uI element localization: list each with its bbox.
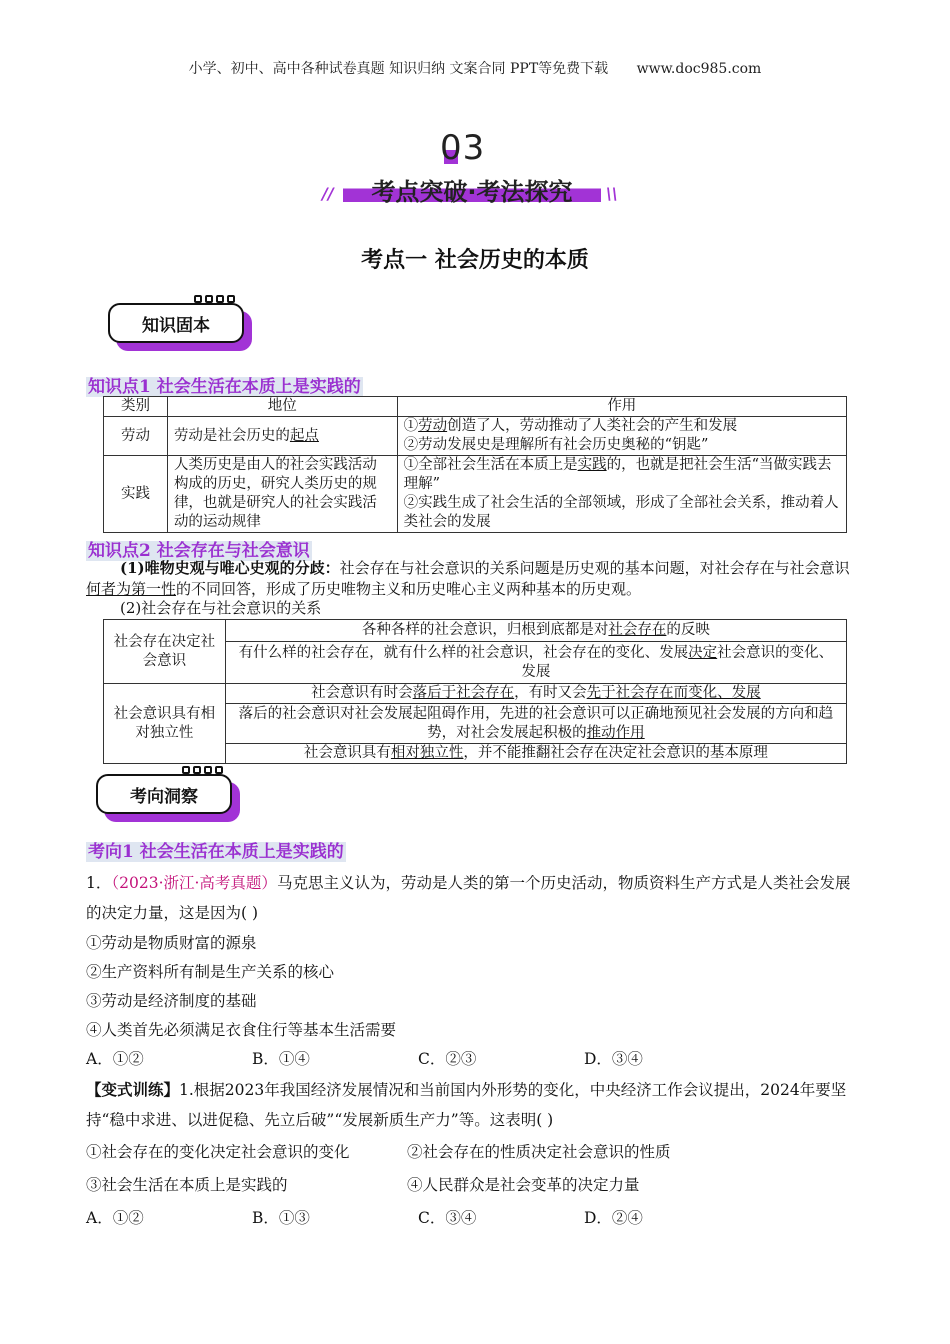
tag-box — [96, 774, 232, 814]
q1-choice-d[interactable]: D．③④ — [584, 1050, 643, 1068]
q2-option-2: ②社会存在的性质决定社会意识的性质 — [407, 1143, 671, 1161]
tag-label: 考向洞察 — [130, 786, 198, 807]
q1-option-1: ①劳动是物质财富的源泉 — [86, 934, 257, 952]
header-text: 小学、初中、高中各种试卷真题 知识归纳 文案合同 PPT等免费下载 — [188, 61, 609, 77]
kp2-table — [103, 619, 847, 764]
row2-role: ①全部社会生活在本质上是实践的，也就是把社会生活“当做实践去理解” ②实践生成了社会生活的全部领域，形成了全部社会关系，推动着人类社会的发展 — [397, 456, 846, 533]
kaodian-title: 考点一 社会历史的本质 — [361, 248, 589, 273]
q1-option-2: ②生产资料所有制是生产关系的核心 — [86, 963, 335, 981]
table-row — [104, 684, 847, 704]
col-pos: 地位 — [167, 397, 397, 417]
header-site: www.doc985.com — [636, 61, 762, 77]
page-header — [0, 58, 950, 78]
col-type: 类别 — [104, 397, 168, 417]
q2-stem: 【变式训练】1.根据2023年我国经济发展情况和当前国内外形势的变化，中央经济工作会议提出，2024年要坚持“稳中求进、以进促稳、先立后破”“发展新质生产力”等。这表明( ) — [86, 1080, 847, 1129]
q1-choice-b[interactable]: B．①④ — [252, 1050, 310, 1068]
table-row — [104, 397, 847, 417]
row1-label: 社会存在决定社会意识 — [104, 620, 226, 684]
q1-option-3: ③劳动是经济制度的基础 — [86, 992, 257, 1010]
banner-number: 03 — [440, 128, 486, 168]
q2-choice-d[interactable]: D．②④ — [584, 1209, 643, 1227]
row1-role: ①劳动创造了人，劳动推动了人类社会的产生和发展 ②劳动发展史是理解所有社会历史奥秘的“钥匙” — [397, 417, 846, 456]
row2-c: 社会意识具有相对独立性，并不能推翻社会存在决定社会意识的基本原理 — [225, 744, 846, 764]
kp1-heading: 知识点1 社会生活在本质上是实践的 — [88, 377, 361, 397]
row2-a: 社会意识有时会落后于社会存在，有时又会先于社会存在而变化、发展 — [225, 684, 846, 704]
q1-choice-c[interactable]: C．②③ — [418, 1050, 477, 1068]
row2-label: 社会意识具有相对独立性 — [104, 684, 226, 764]
row2-pos: 人类历史是由人的社会实践活动构成的历史，研究人类历史的规律，也就是研究人的社会实践活动的运动规律 — [167, 456, 397, 533]
q2-choice-a[interactable]: A．①② — [86, 1209, 144, 1227]
banner-slash-right: \\ — [606, 184, 618, 203]
row1-type: 劳动 — [104, 417, 168, 456]
banner-title: 考点突破·考法探究 — [371, 178, 573, 206]
tag-dots — [182, 766, 228, 774]
q2-choice-b[interactable]: B．①③ — [252, 1209, 310, 1227]
row1-pos: 劳动是社会历史的起点 — [167, 417, 397, 456]
kp2-heading: 知识点2 社会存在与社会意识 — [88, 541, 310, 561]
kp2-p1: (1)唯物史观与唯心史观的分歧：社会存在与社会意识的关系问题是历史观的基本问题，对社会存在与社会意识何者为第一性的不同回答，形成了历史唯物主义和历史唯心主义两种基本的历史观。 — [86, 559, 850, 598]
row2-b: 落后的社会意识对社会发展起阻碍作用，先进的社会意识可以正确地预见社会发展的方向和趋势，对社会发展起积极的推动作用 — [225, 704, 846, 744]
tag-label: 知识固本 — [142, 315, 210, 336]
q2-option-1: ①社会存在的变化决定社会意识的变化 — [86, 1143, 350, 1161]
q1-option-4: ④人类首先必须满足衣食住行等基本生活需要 — [86, 1021, 397, 1039]
table-row — [104, 456, 847, 533]
kx1-heading: 考向1 社会生活在本质上是实践的 — [88, 842, 344, 862]
row2-type: 实践 — [104, 456, 168, 533]
q1-stem: 1．（2023·浙江·高考真题）马克思主义认为，劳动是人类的第一个历史活动，物质资料生产方式是人类社会发展的决定力量，这是因为( ) — [86, 874, 851, 922]
q2-option-4: ④人民群众是社会变革的决定力量 — [407, 1176, 640, 1194]
table-row — [104, 620, 847, 642]
row1-a: 各种各样的社会意识，归根到底都是对社会存在的反映 — [225, 620, 846, 642]
table-row — [104, 417, 847, 456]
kp1-table — [103, 396, 847, 533]
q1-choice-a[interactable]: A．①② — [86, 1050, 144, 1068]
kp2-p2: (2)社会存在与社会意识的关系 — [120, 599, 322, 617]
q2-option-3: ③社会生活在本质上是实践的 — [86, 1176, 288, 1194]
banner-slash-left: // — [322, 184, 334, 203]
tag-box — [108, 303, 244, 343]
row1-b: 有什么样的社会存在，就有什么样的社会意识，社会存在的变化、发展决定社会意识的变化、发展 — [225, 642, 846, 684]
col-role: 作用 — [397, 397, 846, 417]
q2-choice-c[interactable]: C．③④ — [418, 1209, 477, 1227]
tag-dots — [194, 295, 240, 303]
